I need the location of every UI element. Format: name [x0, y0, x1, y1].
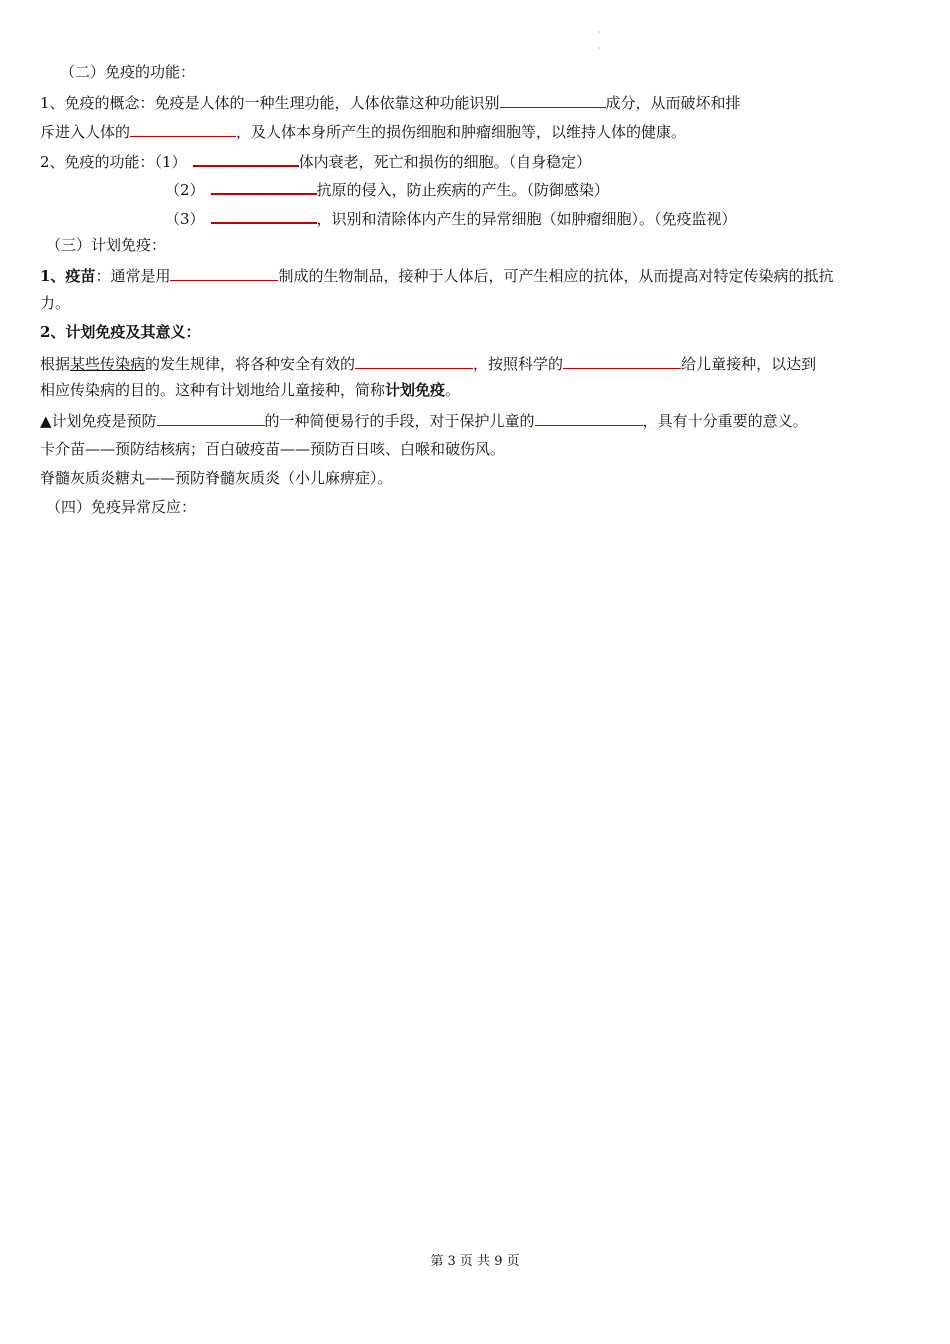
fill-blank[interactable] — [130, 120, 236, 137]
text: ，识别和清除体内产生的异常细胞（如肿瘤细胞）。（免疫监视） — [316, 210, 737, 228]
fill-blank[interactable] — [355, 352, 473, 369]
section-heading-3 — [46, 235, 166, 255]
vaccine-line-2 — [40, 293, 70, 313]
text: ，具有十分重要的意义。 — [642, 412, 808, 430]
text: 根据 — [40, 355, 71, 373]
fill-blank[interactable] — [563, 352, 681, 369]
text: 2、免疫的功能：（1） — [40, 153, 187, 171]
page-footer: 第 3 页 共 9 页 — [430, 1254, 520, 1269]
plan-line-2 — [40, 380, 460, 400]
plan-heading — [40, 322, 200, 342]
text: 制成的生物制品，接种于人体后，可产生相应的抗体，从而提高对特定传染病的抵抗 — [278, 267, 834, 285]
text: ：通常是用 — [95, 267, 171, 285]
text: 斥进入人体的 — [40, 123, 131, 141]
text: （3） — [165, 210, 205, 228]
underlined-text: 某些传染病 — [70, 355, 146, 373]
fill-blank[interactable] — [500, 91, 606, 108]
header-mark: ' — [598, 30, 601, 39]
heading-text: （三）计划免疫： — [46, 236, 167, 254]
fill-blank[interactable] — [211, 206, 317, 224]
text: 卡介苗——预防结核病；百白破疫苗——预防百日咳、白喉和破伤风。 — [40, 440, 506, 458]
concept-line-2 — [40, 120, 686, 142]
fill-blank[interactable] — [535, 409, 643, 426]
text: 抗原的侵入，防止疾病的产生。（防御感染） — [316, 181, 610, 199]
section-heading-2 — [60, 62, 195, 82]
vaccine-example-2 — [40, 468, 393, 488]
function-line-1 — [40, 149, 591, 172]
concept-line-1 — [40, 91, 741, 113]
text: 1、免疫的概念：免疫是人体的一种生理功能，人体依靠这种功能识别 — [40, 94, 500, 112]
fill-blank[interactable] — [157, 409, 265, 426]
fill-blank[interactable] — [170, 264, 278, 281]
heading-text: （二）免疫的功能： — [60, 63, 196, 81]
bold-heading: 2、计划免疫及其意义： — [40, 323, 201, 341]
text: 体内衰老，死亡和损伤的细胞。（自身稳定） — [298, 153, 592, 171]
function-line-3 — [165, 206, 737, 229]
triangle-note — [40, 409, 808, 431]
text: 的一种简便易行的手段，对于保护儿童的 — [264, 412, 535, 430]
bold-term: 1、疫苗 — [40, 267, 96, 285]
text: （2） — [165, 181, 205, 199]
vaccine-line-1 — [40, 264, 833, 286]
text: 相应传染病的目的。这种有计划地给儿童接种，简称 — [40, 381, 386, 399]
text: 脊髓灰质炎糖丸——预防脊髓灰质炎（小儿麻痹症）。 — [40, 469, 393, 487]
fill-blank[interactable] — [211, 177, 317, 195]
plan-line-1 — [40, 352, 816, 374]
text: ▲计划免疫是预防 — [40, 412, 157, 430]
text: 力。 — [40, 294, 71, 312]
text: 给儿童接种，以达到 — [681, 355, 817, 373]
section-heading-4 — [46, 497, 196, 517]
text: ，及人体本身所产生的损伤细胞和肿瘤细胞等，以维持人体的健康。 — [236, 123, 687, 141]
text: 成分，从而破坏和排 — [605, 94, 741, 112]
bold-term: 计划免疫 — [385, 381, 446, 399]
header-mark: ' — [598, 46, 601, 55]
text: 。 — [445, 381, 461, 399]
text: ，按照科学的 — [473, 355, 564, 373]
text: 的发生规律，将各种安全有效的 — [145, 355, 356, 373]
vaccine-example-1 — [40, 439, 505, 459]
fill-blank[interactable] — [193, 149, 299, 167]
heading-text: （四）免疫异常反应： — [46, 498, 197, 516]
function-line-2 — [165, 177, 609, 200]
